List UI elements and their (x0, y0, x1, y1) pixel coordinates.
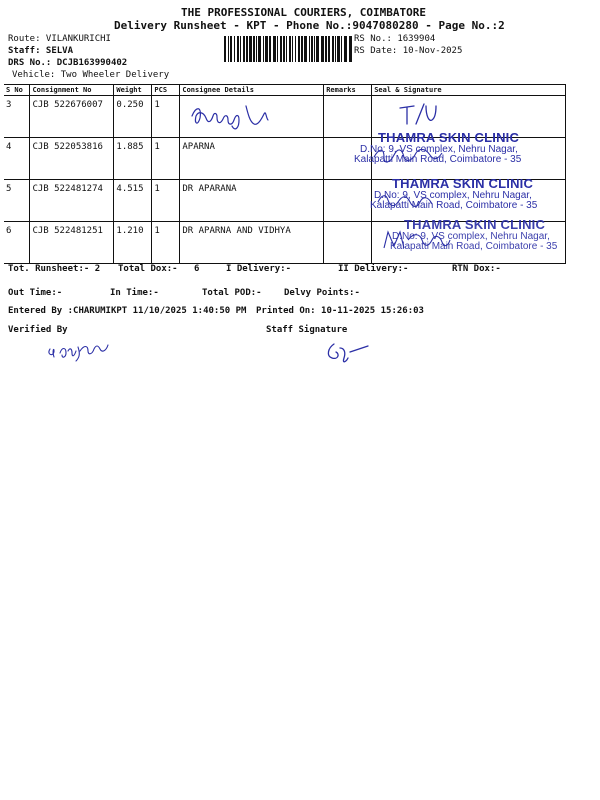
cell-sno: 3 (4, 96, 30, 138)
barcode-bar (316, 36, 319, 62)
cell-consignment: CJB 522481251 (30, 222, 114, 264)
col-remarks: Remarks (324, 85, 372, 96)
cell-sno: 5 (4, 180, 30, 222)
barcode-bar (228, 36, 229, 62)
table-header-row (4, 85, 566, 96)
barcode-bar (277, 36, 278, 62)
route-label: Route: VILANKURICHI (8, 34, 111, 44)
barcode-bar (298, 36, 300, 62)
consignee-handwritten-signature (186, 98, 286, 132)
stamp-address-line2: Kalapatti Main Road, Coimbatore - 35 (370, 200, 538, 212)
cell-pcs: 1 (152, 138, 180, 180)
stamp-address-line2: Kalapatti Main Road, Coimbatore - 35 (390, 241, 558, 253)
barcode-bar (230, 36, 232, 62)
cell-consignee: DR APARNA AND VIDHYA (180, 222, 324, 264)
cell-weight: 0.250 (114, 96, 152, 138)
barcode-bar (283, 36, 285, 62)
barcode-bar (246, 36, 248, 62)
barcode-bar (337, 36, 340, 62)
barcode-bar (243, 36, 245, 62)
barcode-bar (237, 36, 239, 62)
cell-sno: 6 (4, 222, 30, 264)
barcode-bar (292, 36, 293, 62)
barcode-bar (249, 36, 252, 62)
barcode-bar (224, 36, 226, 62)
stamp-address-line1: D.No: 9, VS complex, Nehru Nagar, (392, 230, 550, 242)
barcode-bar (286, 36, 287, 62)
cell-consignment: CJB 522053816 (30, 138, 114, 180)
vehicle-label: Vehicle: Two Wheeler Delivery (12, 70, 170, 80)
out-time: Out Time:- (8, 288, 63, 298)
barcode-bar (349, 36, 352, 62)
delvy-points: Delvy Points:- (284, 288, 360, 298)
ii-delivery: II Delivery:- (338, 264, 409, 274)
company-title: THE PROFESSIONAL COURIERS, COIMBATORE (181, 6, 427, 19)
seal-handwritten-mark (396, 100, 440, 128)
barcode-bar (265, 36, 268, 62)
barcode-bar (240, 36, 241, 62)
cell-weight: 1.210 (114, 222, 152, 264)
barcode (224, 36, 352, 62)
barcode-bar (328, 36, 330, 62)
staff-label: Staff: SELVA (8, 46, 74, 56)
entered-by: Entered By :CHARUMIKPT 11/10/2025 1:40:50 PM (8, 306, 247, 316)
col-sno: S No (4, 85, 30, 96)
barcode-bar (309, 36, 310, 62)
total-dox-value: 6 (194, 264, 200, 274)
cell-consignee: APARNA (180, 138, 324, 180)
verified-by-label: Verified By (8, 325, 68, 335)
barcode-bar (263, 36, 264, 62)
seal-scribble-signature (374, 190, 444, 212)
barcode-bar (256, 36, 257, 62)
verified-handwritten-signature (44, 337, 114, 363)
barcode-bar (335, 36, 336, 62)
rs-date: RS Date: 10-Nov-2025 (354, 46, 463, 56)
barcode-bar (314, 36, 315, 62)
cell-remarks (324, 222, 372, 264)
cell-consignment: CJB 522676007 (30, 96, 114, 138)
cell-weight: 1.885 (114, 138, 152, 180)
col-consignee: Consignee Details (180, 85, 324, 96)
barcode-bar (301, 36, 303, 62)
i-delivery: I Delivery:- (226, 264, 292, 274)
stamp-title: THAMRA SKIN CLINIC (392, 176, 534, 191)
col-seal-signature: Seal & Signature (372, 85, 566, 96)
in-time: In Time:- (110, 288, 159, 298)
stamp-address-line1: D.No: 9, VS complex, Nehru Nagar, (374, 189, 532, 201)
seal-scribble-signature (370, 143, 450, 165)
cell-sno: 4 (4, 138, 30, 180)
barcode-bar (234, 36, 235, 62)
cell-consignee: DR APARANA (180, 180, 324, 222)
stamp-title: THAMRA SKIN CLINIC (404, 217, 546, 232)
total-pod: Total POD:- (202, 288, 262, 298)
col-weight: Weight (114, 85, 152, 96)
rtn-dox: RTN Dox:- (452, 264, 501, 274)
drs-number: DRS No.: DCJB163990402 (8, 58, 128, 68)
barcode-bar (269, 36, 271, 62)
stamp-address-line1: D.No: 9, VS complex, Nehru Nagar, (360, 143, 518, 155)
barcode-bar (344, 36, 347, 62)
staff-handwritten-signature (324, 338, 374, 368)
tot-runsheet: Tot. Runsheet:- 2 (8, 264, 101, 274)
barcode-bar (295, 36, 296, 62)
cell-remarks (324, 180, 372, 222)
cell-pcs: 1 (152, 180, 180, 222)
rs-number: RS No.: 1639904 (354, 34, 436, 44)
barcode-bar (332, 36, 334, 62)
runsheet-subtitle: Delivery Runsheet - KPT - Phone No.:9047080280 - Page No.:2 (114, 19, 505, 32)
barcode-bar (304, 36, 307, 62)
printed-on: Printed On: 10-11-2025 15:26:03 (256, 306, 424, 316)
barcode-bar (341, 36, 342, 62)
col-consignment: Consignment No (30, 85, 114, 96)
staff-signature-label: Staff Signature (266, 325, 348, 335)
col-pcs: PCS (152, 85, 180, 96)
seal-scribble-signature (380, 226, 460, 254)
barcode-bar (258, 36, 261, 62)
cell-weight: 4.515 (114, 180, 152, 222)
stamp-title: THAMRA SKIN CLINIC (378, 130, 520, 145)
cell-pcs: 1 (152, 96, 180, 138)
barcode-bar (289, 36, 291, 62)
stamp-address-line2: Kalapatti Main Road, Coimbatore - 35 (354, 154, 522, 166)
barcode-bar (321, 36, 324, 62)
barcode-bar (280, 36, 282, 62)
cell-consignment: CJB 522481274 (30, 180, 114, 222)
barcode-bar (273, 36, 276, 62)
barcode-bar (311, 36, 313, 62)
total-dox-label: Total Dox:- (118, 264, 178, 274)
cell-pcs: 1 (152, 222, 180, 264)
barcode-bar (325, 36, 327, 62)
barcode-bar (253, 36, 255, 62)
